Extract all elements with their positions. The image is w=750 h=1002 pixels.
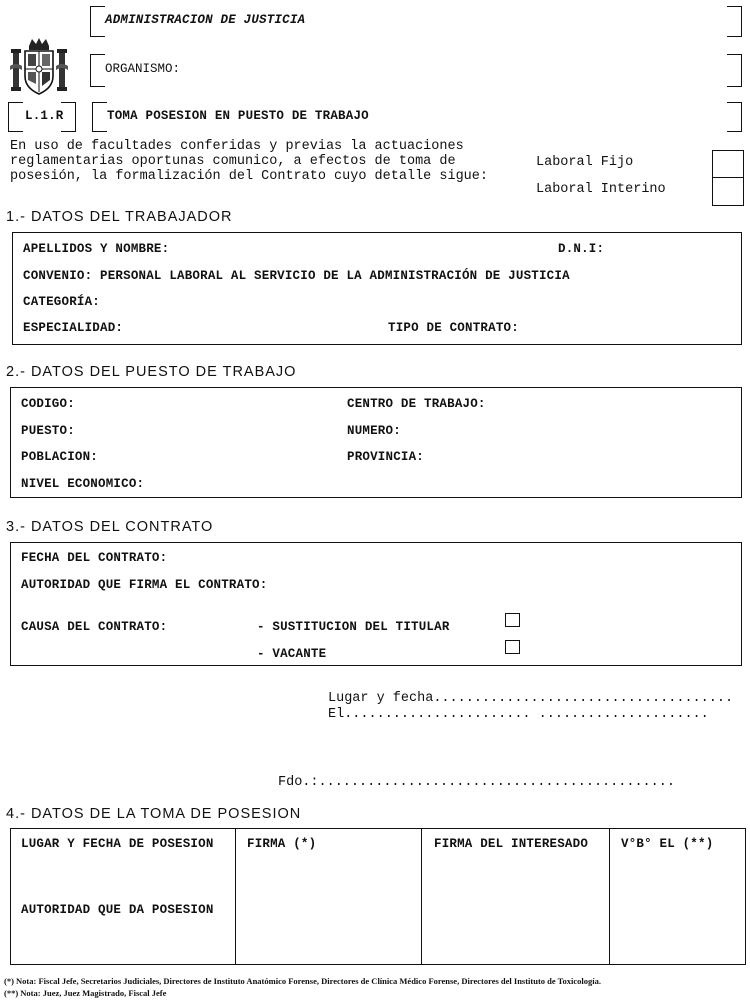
code-box <box>8 102 76 132</box>
section-3-title: 3.- DATOS DEL CONTRATO <box>6 519 214 535</box>
el-line: El....................... ..................... <box>328 707 709 722</box>
apellidos-label: APELLIDOS Y NOMBRE: <box>23 242 170 256</box>
lugar-fecha-posesion-label: LUGAR Y FECHA DE POSESION <box>21 837 214 851</box>
autoridad-firma-label: AUTORIDAD QUE FIRMA EL CONTRATO: <box>21 578 268 592</box>
title-box <box>92 102 742 132</box>
vb-label: V°B° EL (**) <box>621 837 714 851</box>
laboral-interino-label: Laboral Interino <box>536 182 666 197</box>
tipo-contrato-label: TIPO DE CONTRATO: <box>388 321 519 335</box>
causa-label: CAUSA DEL CONTRATO: <box>21 620 168 634</box>
section-4-title: 4.- DATOS DE LA TOMA DE POSESION <box>6 806 302 822</box>
poblacion-label: POBLACION: <box>21 450 99 464</box>
coat-of-arms-icon <box>10 36 68 98</box>
form-title: TOMA POSESION EN PUESTO DE TRABAJO <box>107 109 369 123</box>
intro-line-3: posesión, la formalización del Contrato cuyo detalle sigue: <box>10 169 488 184</box>
organismo-label: ORGANISMO: <box>105 62 181 76</box>
intro-line-2: reglamentarias oportunas comunico, a efectos de toma de <box>10 154 456 169</box>
laboral-interino-checkbox[interactable] <box>712 177 744 206</box>
admin-header-box <box>90 6 742 37</box>
vacante-label: - VACANTE <box>257 647 327 661</box>
section-1-title: 1.- DATOS DEL TRABAJADOR <box>6 209 233 225</box>
section-3-box <box>10 542 742 666</box>
section-1-box <box>12 232 742 345</box>
firma-interesado-label: FIRMA DEL INTERESADO <box>434 837 589 851</box>
codigo-label: CODIGO: <box>21 397 75 411</box>
provincia-label: PROVINCIA: <box>347 450 425 464</box>
fdo-line: Fdo.:............................................ <box>278 775 675 790</box>
intro-line-1: En uso de facultades conferidas y previas la actuaciones <box>10 139 464 154</box>
admin-header-label: ADMINISTRACION DE JUSTICIA <box>105 13 306 27</box>
categoria-label: CATEGORÍA: <box>23 295 101 309</box>
section-4-table <box>10 828 746 965</box>
fecha-contrato-label: FECHA DEL CONTRATO: <box>21 551 168 565</box>
firma-label: FIRMA (*) <box>247 837 317 851</box>
numero-label: NUMERO: <box>347 424 401 438</box>
convenio-label: CONVENIO: PERSONAL LABORAL AL SERVICIO DE LA ADMINISTRACIÓN DE JUSTICIA <box>23 269 570 283</box>
vacante-checkbox[interactable] <box>505 640 520 654</box>
organismo-box <box>90 54 742 87</box>
puesto-label: PUESTO: <box>21 424 75 438</box>
laboral-fijo-label: Laboral Fijo <box>536 155 634 170</box>
footnote-1: (*) Nota: Fiscal Jefe, Secretarios Judiciales, Directores de Instituto Anatómico Forense, Directores de Clínica Médico Forense, Directores del Instituto de Toxicología. <box>4 976 602 986</box>
form-code: L.1.R <box>25 109 64 123</box>
centro-label: CENTRO DE TRABAJO: <box>347 397 486 411</box>
nivel-label: NIVEL ECONOMICO: <box>21 477 145 491</box>
autoridad-posesion-label: AUTORIDAD QUE DA POSESION <box>21 903 214 917</box>
lugar-fecha-line: Lugar y fecha..................................... <box>328 691 734 706</box>
sustitucion-label: - SUSTITUCION DEL TITULAR <box>257 620 450 634</box>
laboral-fijo-checkbox[interactable] <box>712 150 744 178</box>
section-2-box <box>10 387 742 498</box>
footnote-2: (**) Nota: Juez, Juez Magistrado, Fiscal Jefe <box>4 988 167 998</box>
section-2-title: 2.- DATOS DEL PUESTO DE TRABAJO <box>6 364 297 380</box>
especialidad-label: ESPECIALIDAD: <box>23 321 124 335</box>
dni-label: D.N.I: <box>558 242 605 256</box>
sustitucion-checkbox[interactable] <box>505 613 520 627</box>
